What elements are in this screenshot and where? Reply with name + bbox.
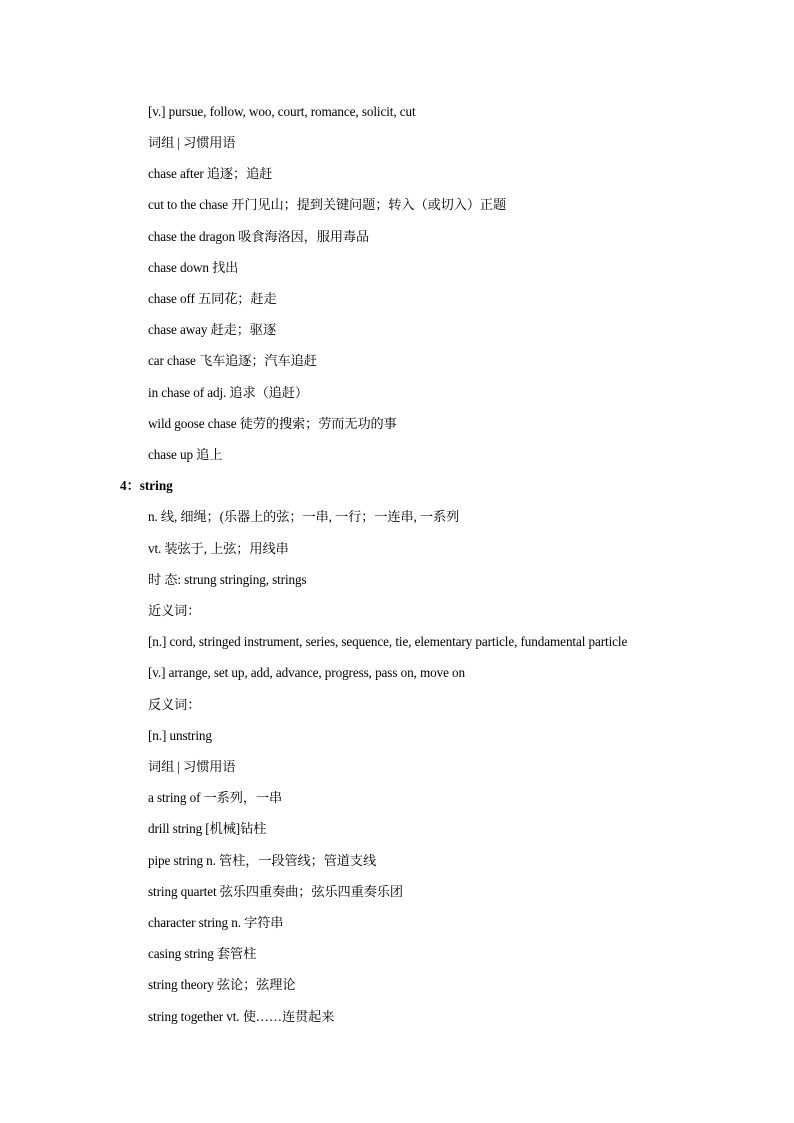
- string-phrase-item: string quartet 弦乐四重奏曲；弦乐四重奏乐团: [148, 884, 403, 899]
- chase-synonyms-verb: [v.] pursue, follow, woo, court, romance, solicit, cut: [148, 104, 416, 119]
- string-phrase-item: casing string 套管柱: [148, 946, 257, 961]
- chase-phrase-item: cut to the chase 开门见山；提到关键问题；转入（或切入）正题: [148, 197, 507, 212]
- chase-phrase-item: chase up 追上: [148, 447, 223, 462]
- string-synonyms-noun: [n.] cord, stringed instrument, series, sequence, tie, elementary particle, fundamental particle: [148, 634, 628, 649]
- string-phrase-item: drill string [机械]钻柱: [148, 821, 267, 836]
- chase-phrases-label: 词组 | 习惯用语: [148, 135, 236, 150]
- chase-phrase-item: car chase 飞车追逐；汽车追赶: [148, 353, 317, 368]
- string-synonyms-label: 近义词：: [148, 603, 201, 618]
- string-antonyms-noun: [n.] unstring: [148, 728, 212, 743]
- chase-phrase-item: chase down 找出: [148, 260, 239, 275]
- string-phrase-item: pipe string n. 管柱，一段管线；管道支线: [148, 853, 377, 868]
- string-verb-definition: vt. 装弦于, 上弦；用线串: [148, 541, 289, 556]
- chase-phrase-item: in chase of adj. 追求（追赶）: [148, 385, 308, 400]
- chase-phrase-item: chase the dragon 吸食海洛因，服用毒品: [148, 229, 370, 244]
- string-phrase-item: a string of 一系列，一串: [148, 790, 283, 805]
- string-phrase-item: string theory 弦论；弦理论: [148, 977, 296, 992]
- string-synonyms-verb: [v.] arrange, set up, add, advance, progress, pass on, move on: [148, 665, 466, 680]
- chase-phrase-item: wild goose chase 徒劳的搜索；劳而无功的事: [148, 416, 397, 431]
- string-noun-definition: n. 线, 细绳；(乐器上的弦；一串, 一行；一连串, 一系列: [148, 509, 460, 524]
- string-phrase-item: string together vt. 使……连贯起来: [148, 1009, 335, 1024]
- chase-phrase-item: chase off 五同花；赶走: [148, 291, 277, 306]
- chase-phrase-item: chase away 赶走；驱逐: [148, 322, 277, 337]
- chase-phrase-item: chase after 追逐；追赶: [148, 166, 273, 181]
- string-phrases-label: 词组 | 习惯用语: [148, 759, 236, 774]
- string-antonyms-label: 反义词：: [148, 697, 201, 712]
- string-heading: 4：string: [120, 478, 173, 493]
- string-tenses: 时 态: strung stringing, strings: [148, 572, 307, 587]
- string-phrase-item: character string n. 字符串: [148, 915, 284, 930]
